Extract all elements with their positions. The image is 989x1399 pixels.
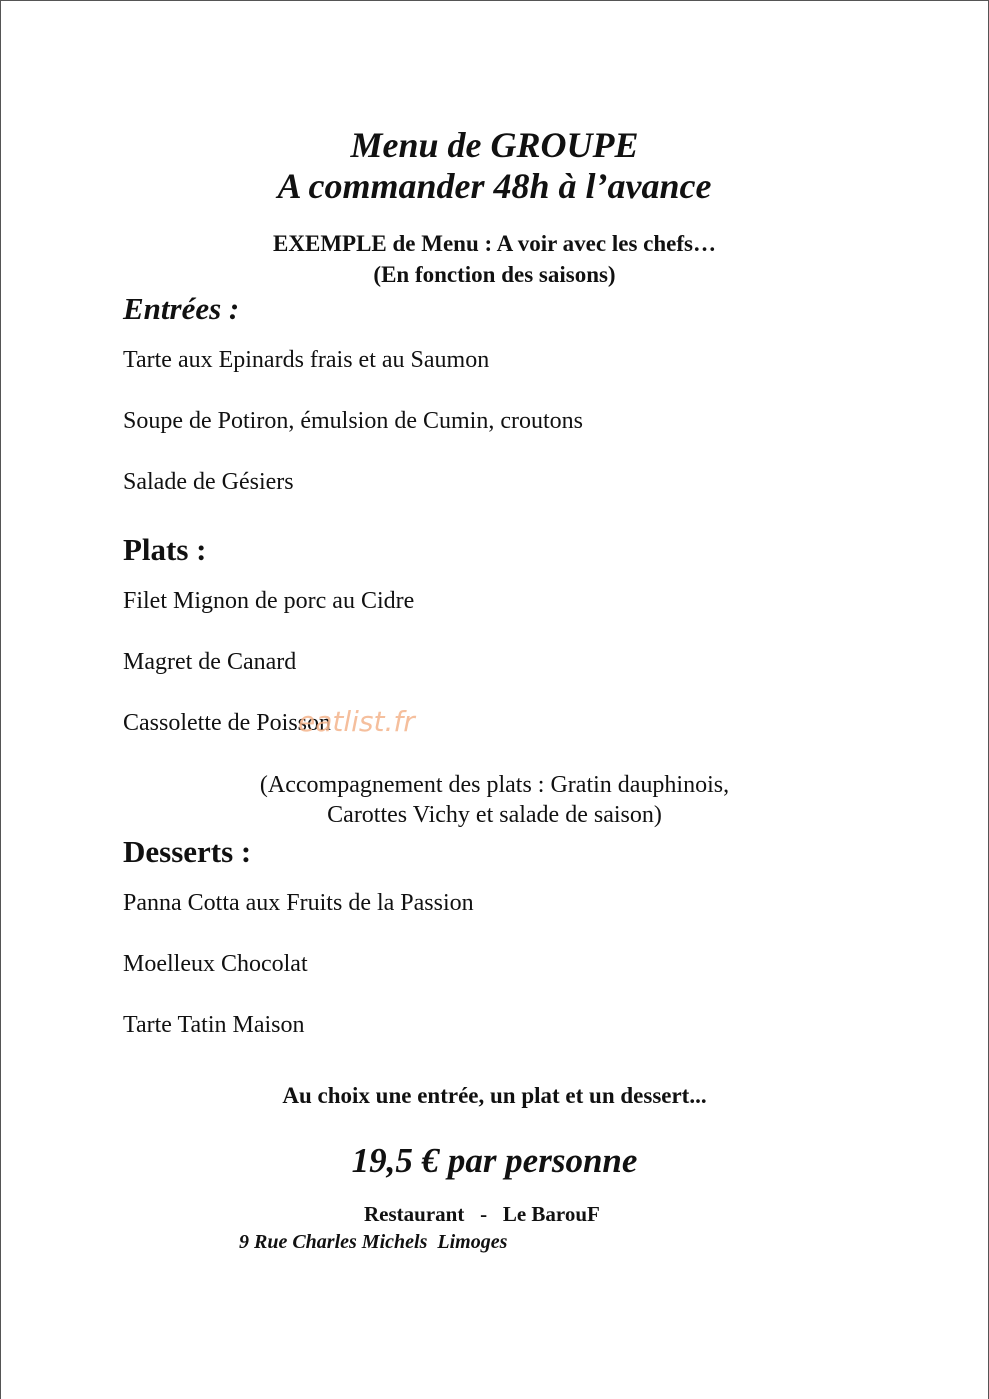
side-dishes-note: (Accompagnement des plats : Gratin dauphinois, (259, 772, 730, 798)
plat-item: Magret de Canard (123, 649, 297, 675)
desserts-heading: Desserts : (123, 834, 252, 869)
plat-item: Filet Mignon de porc au Cidre (123, 588, 415, 614)
dessert-item: Moelleux Chocolat (123, 951, 308, 977)
entree-item: Soupe de Potiron, émulsion de Cumin, croutons (123, 408, 583, 434)
entree-item: Salade de Gésiers (123, 469, 294, 495)
watermark: eatlist.fr (298, 705, 415, 738)
dessert-item: Tarte Tatin Maison (123, 1012, 305, 1038)
price: 19,5 € par personne (351, 1141, 638, 1180)
entrees-heading: Entrées : (123, 291, 240, 326)
choice-note: Au choix une entrée, un plat et un dessert... (282, 1083, 707, 1108)
example-note: EXEMPLE de Menu : A voir avec les chefs… (273, 231, 716, 256)
restaurant-name: Restaurant - Le BarouF (364, 1202, 600, 1226)
restaurant-address: 9 Rue Charles Michels Limoges (239, 1231, 508, 1253)
page-border-left (0, 0, 1, 1399)
order-notice: A commander 48h à l’avance (277, 166, 712, 206)
plat-item: Cassolette de Poisson (123, 710, 331, 736)
entree-item: Tarte aux Epinards frais et au Saumon (123, 347, 490, 373)
season-note: (En fonction des saisons) (373, 262, 616, 287)
menu-title: Menu de GROUPE (350, 125, 639, 165)
dessert-item: Panna Cotta aux Fruits de la Passion (123, 890, 474, 916)
side-dishes-note-cont: Carottes Vichy et salade de saison) (327, 802, 662, 828)
plats-heading: Plats : (123, 532, 207, 567)
page-border-top (0, 0, 989, 1)
